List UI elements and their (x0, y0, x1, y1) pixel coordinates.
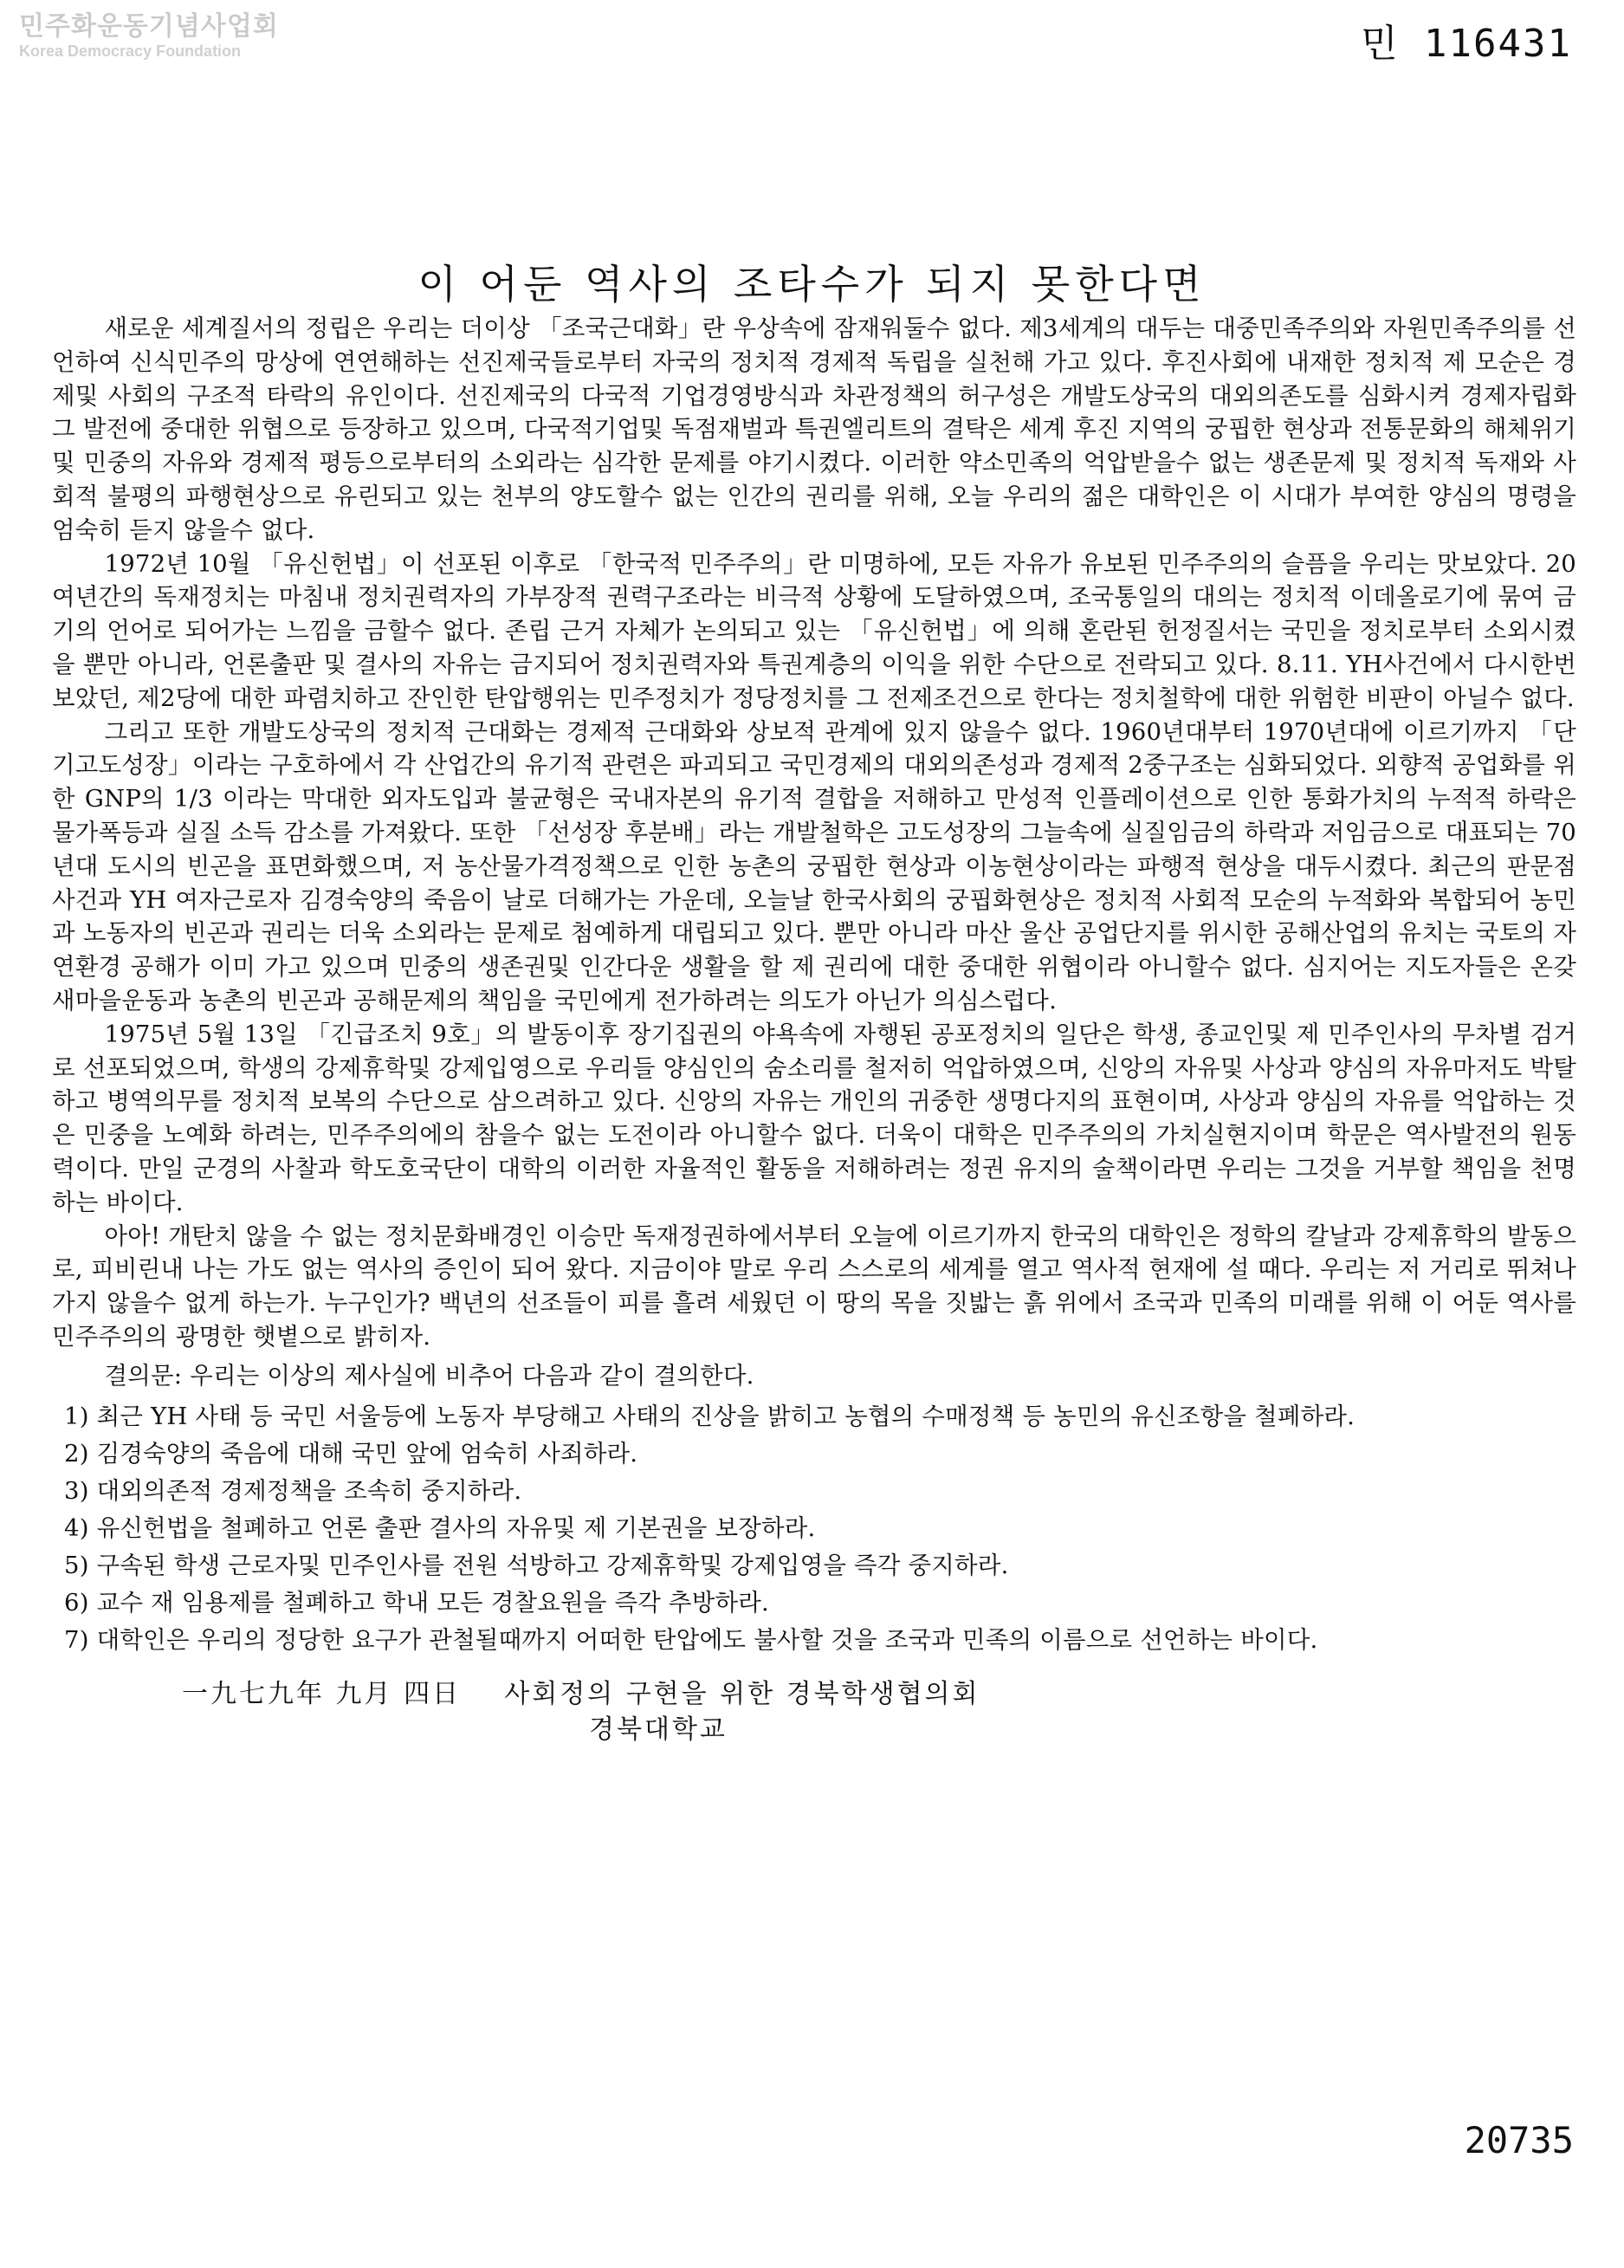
watermark-korean: 민주화운동기념사업회 (19, 11, 279, 42)
document-title: 이 어둔 역사의 조타수가 되지 못한다면 (417, 261, 1207, 308)
demand-item: 7) 대학인은 우리의 정당한 요구가 관철될때까지 어떠한 탄압에도 불사할 것을 조국과 민족의 이름으로 선언하는 바이다. (64, 1625, 1318, 1654)
paragraph-3: 그리고 또한 개발도상국의 정치적 근대화는 경제적 근대화와 상보적 관계에 있지 않을수 없다. 1960년대부터 1970년대에 이르기까지 「단기고도성장」이라는 구호하에서 각 산업간의 유기적 관련은 파괴되고 국민경제의 대외의존성과 경제적 2중구조는 심화되었다. 외향적 공업화를 위한 GNP의 1/3 이라는 막대한 외자도입과 불균형은 국내자본의 유기적 결합을 저해하고 만성적 인플레이션으로 인한 통화가치의 누적적 하락은 물가폭등과 실질 소득 감소를 가져왔다. 또한 「선성장 후분배」라는 개발철학은 고도성장의 그늘속에 실질임금의 하락과 저임금으로 대표되는 70년대 도시의 빈곤을 표면화했으며, 저 농산물가격정책으로 인한 농촌의 궁핍한 현상과 이농현상이라는 파행적 현상을 대두시켰다. 최근의 판문점 사건과 YH 여자근로자 김경숙양의 죽음이 날로 더해가는 가운데, 오늘날 한국사회의 궁핍화현상은 정치적 사회적 모순의 누적화와 복합되어 농민과 노동자의 빈곤과 권리는 더욱 소외라는 문제로 첨예하게 대립되고 있다. 뿐만 아니라 마산 울산 공업단지를 위시한 공해산업의 유치는 국토의 자연환경 공해가 이미 가고 있으며 민중의 생존권및 인간다운 생활을 할 제 권리에 대한 중대한 위협이라 아니할수 없다. 심지어는 지도자들은 온갖 새마을운동과 농촌의 빈곤과 공해문제의 책임을 국민에게 전가하려는 의도가 아닌가 의심스럽다. (52, 717, 1576, 1014)
demand-list (52, 1398, 1576, 1659)
signature-date: 一九七九年 九月 四日 (182, 1678, 462, 1709)
signature-organization: 사회정의 구현을 위한 경북학생협의회 (504, 1678, 980, 1709)
paragraph-4: 1975년 5월 13일 「긴급조치 9호」의 발동이후 장기집권의 야욕속에 자행된 공포정치의 일단은 학생, 종교인및 제 민주인사의 무차별 검거로 선포되었으며, 학생의 강제휴학및 강제입영으로 우리들 양심인의 숨소리를 철저히 억압하였으며, 신앙의 자유및 사상과 양심의 자유마저도 박탈하고 병역의무를 정치적 보복의 수단으로 삼으려하고 있다. 신앙의 자유는 개인의 귀중한 생명다지의 표현이며, 사상과 양심의 자유를 억압하는 것은 민중을 노예화 하려는, 민주주의에의 참을수 없는 도전이라 아니할수 없다. 더욱이 대학은 민주주의의 가치실현지이며 학문은 역사발전의 원동력이다. 만일 군경의 사찰과 학도호국단이 대학의 이러한 자율적인 활동을 저해하려는 정권 유지의 술책이라면 우리는 그것을 거부할 책임을 천명하는 바이다. (52, 1020, 1576, 1216)
resolution-intro: 결의문: 우리는 이상의 제사실에 비추어 다음과 같이 결의한다. (104, 1361, 754, 1390)
demand-item: 6) 교수 재 임용제를 철폐하고 학내 모든 경찰요원을 즉각 추방하라. (64, 1588, 769, 1617)
watermark-english: Korea Democracy Foundation (19, 42, 242, 60)
demand-item: 4) 유신헌법을 철폐하고 언론 출판 결사의 자유및 제 기본권을 보장하라. (64, 1513, 816, 1542)
paragraph-2: 1972년 10월 「유신헌법」이 선포된 이후로 「한국적 민주주의」란 미명하에, 모든 자유가 유보된 민주주의의 슬픔을 우리는 맛보았다. 20여년간의 독재정치는 마침내 정치권력자의 가부장적 권력구조라는 비극적 상황에 도달하였으며, 조국통일의 대의는 정치적 이데올로기에 묶여 금기의 언어로 되어가는 느낌을 금할수 없다. 존립 근거 자체가 논의되고 있는 「유신헌법」에 의해 혼란된 헌정질서는 국민을 정치로부터 소외시켰을 뿐만 아니라, 언론출판 및 결사의 자유는 금지되어 정치권력자와 특권계층의 이익을 위한 수단으로 전락되고 있다. 8.11. YH사건에서 다시한번 보았던, 제2당에 대한 파렴치하고 잔인한 탄압행위는 민주정치가 정당정치를 그 전제조건으로 한다는 정치철학에 대한 위험한 비판이 아닐수 없다. (52, 549, 1576, 712)
paragraph-5: 아아! 개탄치 않을 수 없는 정치문화배경인 이승만 독재정권하에서부터 오늘에 이르기까지 한국의 대학인은 정학의 칼날과 강제휴학의 발동으로, 피비린내 나는 가도 없는 역사의 증인이 되어 왔다. 지금이야 말로 우리 스스로의 세계를 열고 역사적 현재에 설 때다. 우리는 저 거리로 뛰쳐나가지 않을수 없게 하는가. 누구인가? 백년의 선조들이 피를 흘려 세웠던 이 땅의 목을 짓밟는 흙 위에서 조국과 민족의 미래를 위해 이 어둔 역사를 민주주의의 광명한 햇볕으로 밝히자. (52, 1221, 1576, 1351)
signature-school: 경북대학교 (589, 1714, 728, 1746)
paragraph-1: 새로운 세계질서의 정립은 우리는 더이상 「조국근대화」란 우상속에 잠재워둘수 없다. 제3세계의 대두는 대중민족주의와 자원민족주의를 선언하여 신식민주의 망상에 연연해하는 선진제국들로부터 자국의 정치적 경제적 독립을 실천해 가고 있다. 후진사회에 내재한 정치적 제 모순은 경제및 사회의 구조적 타락의 유인이다. 선진제국의 다국적 기업경영방식과 차관정책의 허구성은 개발도상국의 대외의존도를 심화시켜 경제자립화 그 발전에 중대한 위협으로 등장하고 있으며, 다국적기업및 독점재벌과 특권엘리트의 결탁은 세계 후진 지역의 궁핍한 현상과 전통문화의 해체위기및 민중의 자유와 경제적 평등으로부터의 소외라는 심각한 문제를 야기시켰다. 이러한 약소민족의 억압받을수 없는 생존문제 및 정치적 독재와 사회적 불평의 파행현상으로 유린되고 있는 천부의 양도할수 없는 인간의 권리를 위해, 오늘 우리의 젊은 대학인은 이 시대가 부여한 양심의 명령을 엄숙히 듣지 않을수 없다. (52, 314, 1576, 544)
archive-id: 민 116431 (1361, 22, 1572, 66)
stamp-number: 20735 (1464, 2119, 1574, 2161)
demand-item: 2) 김경숙양의 죽음에 대해 국민 앞에 엄숙히 사죄하라. (64, 1439, 638, 1468)
document-body (52, 312, 1576, 1749)
foundation-watermark (19, 12, 279, 60)
demand-item: 3) 대외의존적 경제정책을 조속히 중지하라. (64, 1476, 522, 1505)
demand-item: 1) 최근 YH 사태 등 국민 서울등에 노동자 부당해고 사태의 진상을 밝히고 농협의 수매정책 등 농민의 유신조항을 철폐하라. (64, 1402, 1355, 1430)
signature-line (52, 1678, 1576, 1712)
demand-item: 5) 구속된 학생 근로자및 민주인사를 전원 석방하고 강제휴학및 강제입영을 즉각 중지하라. (64, 1551, 1009, 1579)
